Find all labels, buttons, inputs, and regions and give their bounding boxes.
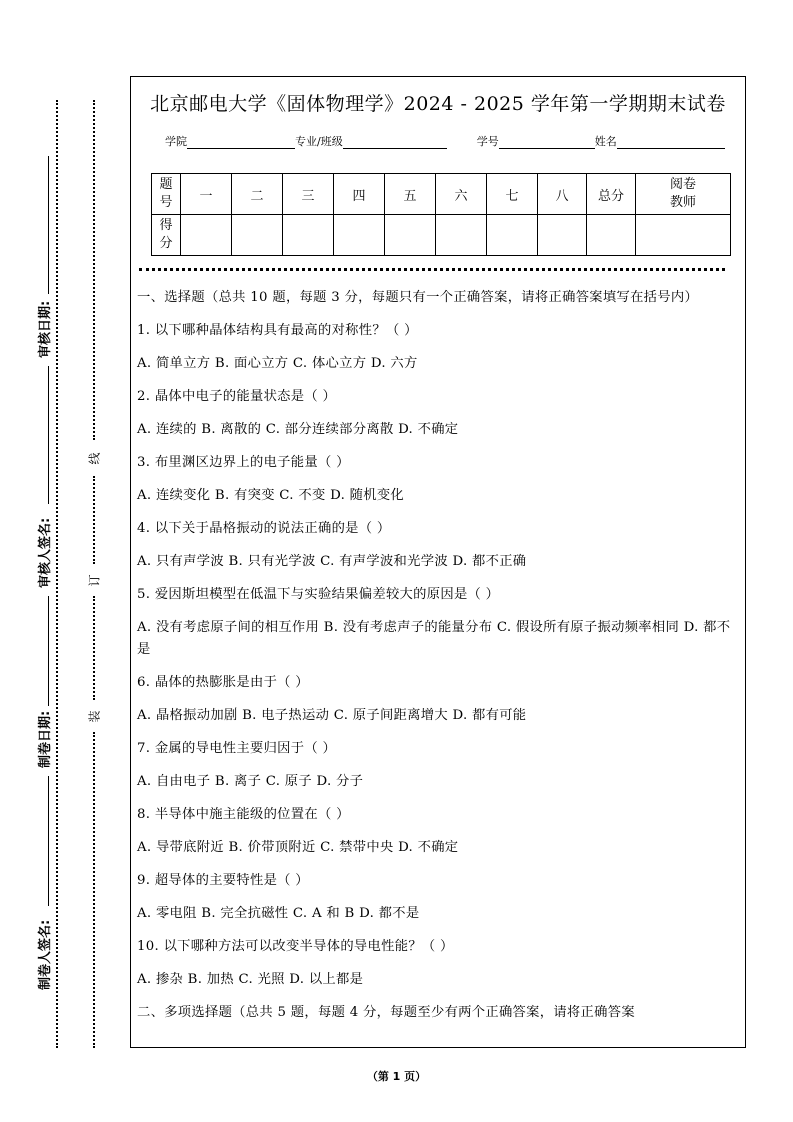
binding-dotted-rule-low <box>93 596 95 700</box>
question-10: 10. 以下哪种方法可以改变半导体的导电性能？（ ） <box>137 939 454 954</box>
student-info-line <box>165 133 725 149</box>
score-col-4: 四 <box>334 174 385 215</box>
name-label: 姓名 <box>594 135 617 148</box>
score-col-7: 七 <box>487 174 538 215</box>
score-col-3: 三 <box>283 174 334 215</box>
question-9-options: A. 零电阻 B. 完全抗磁性 C. A 和 B D. 都不是 <box>137 906 420 921</box>
score-cell[interactable] <box>334 215 385 256</box>
reviewer-sign-line[interactable] <box>48 366 49 504</box>
maker-sign-label: 制卷人签名: <box>38 919 53 990</box>
score-col-5: 五 <box>385 174 436 215</box>
score-cell[interactable] <box>283 215 334 256</box>
score-row-label-score: 得分 <box>152 215 181 256</box>
question-8: 8. 半导体中施主能级的位置在（ ） <box>137 807 350 822</box>
section1-heading: 一、选择题（总共 10 题，每题 3 分，每题只有一个正确答案，请将正确答案填写在括号内） <box>137 290 699 305</box>
score-cell[interactable] <box>538 215 587 256</box>
exam-title: 北京邮电大学《固体物理学》2024 - 2025 学年第一学期期末试卷 <box>150 93 726 115</box>
major-field[interactable] <box>343 136 447 149</box>
binding-dotted-rule-top <box>93 100 95 440</box>
binding-line-mark: 线 <box>87 452 102 465</box>
score-cell-total[interactable] <box>587 215 636 256</box>
score-cell[interactable] <box>436 215 487 256</box>
reviewer-date-label: 审核日期: <box>38 300 53 358</box>
score-cell-grader[interactable] <box>636 215 731 256</box>
score-col-2: 二 <box>232 174 283 215</box>
score-value-row <box>152 215 731 256</box>
question-3-options: A. 连续变化 B. 有突变 C. 不变 D. 随机变化 <box>137 488 405 503</box>
binding-fold-mark: 装 <box>87 710 102 723</box>
score-cell[interactable] <box>385 215 436 256</box>
score-cell[interactable] <box>232 215 283 256</box>
score-col-total: 总分 <box>587 174 636 215</box>
binding-order-mark: 订 <box>87 574 102 587</box>
student-id-label: 学号 <box>476 135 499 148</box>
reviewer-sign-label: 审核人签名: <box>38 517 53 588</box>
name-field[interactable] <box>617 136 725 149</box>
section2-heading: 二、多项选择题（总共 5 题，每题 4 分，每题至少有两个正确答案，请将正确答案 <box>137 1005 635 1020</box>
question-9: 9. 超导体的主要特性是（ ） <box>137 873 309 888</box>
score-cell[interactable] <box>487 215 538 256</box>
question-2: 2. 晶体中电子的能量状态是（ ） <box>137 389 337 404</box>
score-header-row <box>152 174 731 215</box>
score-col-grader: 阅卷教师 <box>636 174 731 215</box>
score-col-8: 八 <box>538 174 587 215</box>
major-label: 专业/班级 <box>295 135 343 148</box>
binding-dotted-rule-bottom <box>93 732 95 1048</box>
question-7-options: A. 自由电子 B. 离子 C. 原子 D. 分子 <box>137 774 364 789</box>
question-1-options: A. 简单立方 B. 面心立方 C. 体心立方 D. 六方 <box>137 356 418 371</box>
score-row-label-number: 题号 <box>152 174 181 215</box>
question-5-options: A. 没有考虑原子间的相互作用 B. 没有考虑声子的能量分布 C. 假设所有原子振动频率相同 D. 都不是 <box>137 620 731 657</box>
maker-sign-line[interactable] <box>48 776 49 906</box>
header-dotted-separator <box>139 268 725 271</box>
question-8-options: A. 导带底附近 B. 价带顶附近 C. 禁带中央 D. 不确定 <box>137 840 459 855</box>
reviewer-date-line[interactable] <box>48 156 49 294</box>
score-table <box>151 173 731 256</box>
question-3: 3. 布里渊区边界上的电子能量（ ） <box>137 455 350 470</box>
question-1: 1. 以下哪种晶体结构具有最高的对称性？（ ） <box>137 323 418 338</box>
page-number: （第 1 页） <box>366 1070 427 1083</box>
question-6-options: A. 晶格振动加剧 B. 电子热运动 C. 原子间距离增大 D. 都有可能 <box>137 708 527 723</box>
maker-date-label: 制卷日期: <box>38 710 53 768</box>
question-6: 6. 晶体的热膨胀是由于（ ） <box>137 675 309 690</box>
question-7: 7. 金属的导电性主要归因于（ ） <box>137 741 337 756</box>
exam-content <box>137 287 739 1035</box>
question-5: 5. 爱因斯坦模型在低温下与实验结果偏差较大的原因是（ ） <box>137 587 500 602</box>
exam-frame <box>130 76 746 1048</box>
student-id-field[interactable] <box>499 136 595 149</box>
question-2-options: A. 连续的 B. 离散的 C. 部分连续部分离散 D. 不确定 <box>137 422 459 437</box>
question-4: 4. 以下关于晶格振动的说法正确的是（ ） <box>137 521 391 536</box>
left-dotted-rule <box>56 100 58 1048</box>
college-field[interactable] <box>187 136 295 149</box>
score-cell[interactable] <box>181 215 232 256</box>
maker-date-line[interactable] <box>48 596 49 706</box>
score-col-6: 六 <box>436 174 487 215</box>
question-10-options: A. 掺杂 B. 加热 C. 光照 D. 以上都是 <box>137 972 364 987</box>
college-label: 学院 <box>165 135 187 148</box>
score-col-1: 一 <box>181 174 232 215</box>
binding-dotted-rule-mid <box>93 476 95 564</box>
question-4-options: A. 只有声学波 B. 只有光学波 C. 有声学波和光学波 D. 都不正确 <box>137 554 527 569</box>
